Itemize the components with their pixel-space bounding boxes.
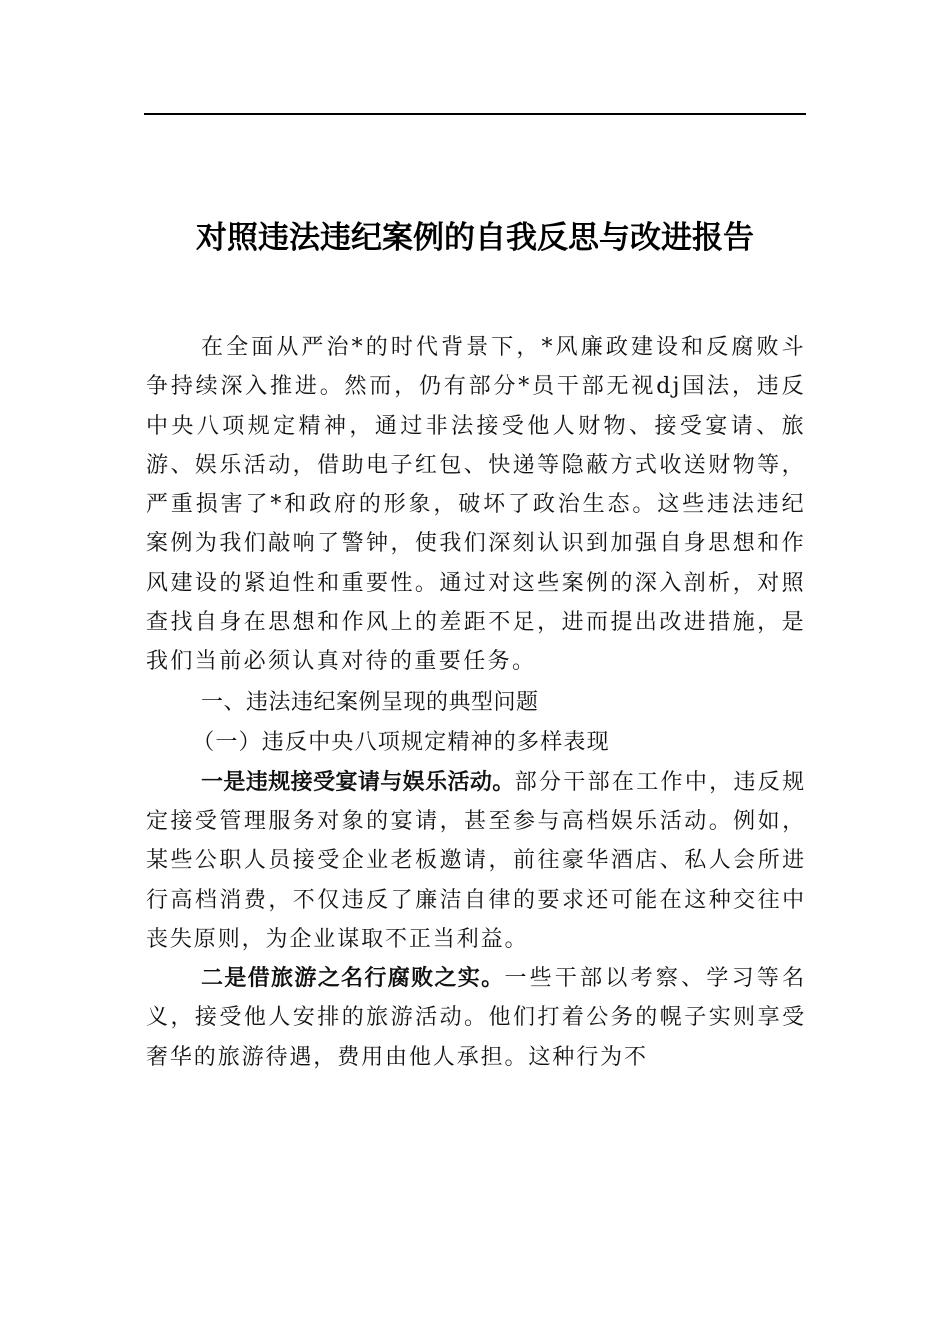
item-paragraph-2: [146, 959, 806, 1077]
intro-paragraph: 在全面从严治*的时代背景下，*风廉政建设和反腐败斗争持续深入推进。然而，仍有部分*员干部无视dj国法，违反中央八项规定精神，通过非法接受他人财物、接受宴请、旅游、娱乐活动，借助电子红包、快递等隐蔽方式收送财物等，严重损害了*和政府的形象，破坏了政治生态。这些违法违纪案例为我们敲响了警钟，使我们深刻认识到加强自身思想和作风建设的紧迫性和重要性。通过对这些案例的深入剖析，对照查找自身在思想和作风上的差距不足，进而提出改进措施，是我们当前必须认真对待的重要任务。: [146, 335, 806, 675]
subsection-heading: （一）违反中央八项规定精神的多样表现: [192, 729, 610, 755]
header-rule: [144, 113, 806, 115]
item-paragraph-1: [146, 763, 806, 959]
item-text-1: 部分干部在工作中，违反规定接受管理服务对象的宴请，甚至参与高档娱乐活动。例如，某些公职人员接受企业老板邀请，前往豪华酒店、私人会所进行高档消费，不仅违反了廉洁自律的要求还可能在这种交往中丧失原则，为企业谋取不正当利益。: [146, 769, 806, 952]
item-lead-1: 一是违规接受宴请与娱乐活动。: [201, 769, 515, 795]
section-heading: 一、违法违纪案例呈现的典型问题: [201, 689, 539, 715]
document-title: 对照违法违纪案例的自我反思与改进报告: [196, 219, 754, 256]
document-body: [146, 328, 806, 1077]
item-text-2: 一些干部以考察、学习等名义，接受他人安排的旅游活动。他们打着公务的幌子实则享受奢华的旅游待遇，费用由他人承担。这种行为不: [146, 966, 806, 1070]
item-lead-2: 二是借旅游之名行腐败之实。: [201, 966, 505, 992]
